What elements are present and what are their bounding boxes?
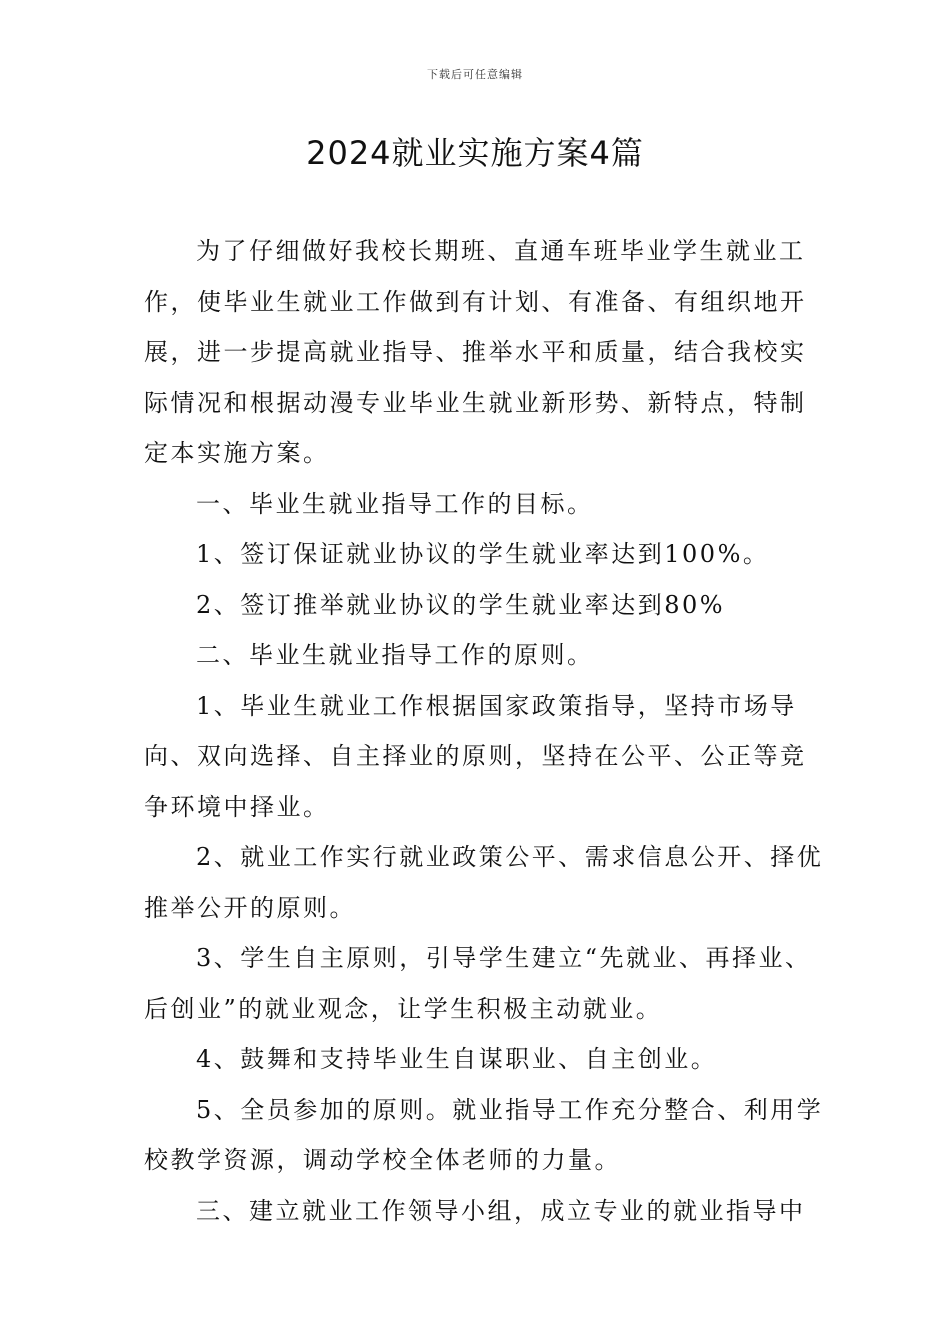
header-note: 下载后可任意编辑	[427, 68, 523, 81]
principle-item-4: 4、鼓舞和支持毕业生自谋职业、自主创业。	[196, 1045, 718, 1073]
document-body	[144, 226, 824, 1236]
goal-item-1: 1、签订保证就业协议的学生就业率达到100%。	[196, 540, 770, 568]
goal-item-2: 2、签订推举就业协议的学生就业率达到80%	[196, 590, 726, 619]
section-heading-goals: 一、毕业生就业指导工作的目标。	[196, 489, 594, 518]
document-title: 2024就业实施方案4篇	[306, 134, 644, 172]
section-heading-leadership: 三、建立就业工作领导小组，成立专业的就业指导中	[196, 1196, 806, 1225]
paragraph-intro: 为了仔细做好我校长期班、直通车班毕业学生就业工作，使毕业生就业工作做到有计划、有准备、有组织地开展，进一步提高就业指导、推举水平和质量，结合我校实际情况和根据动漫专业毕业生就业新形势、新特点，特制定本实施方案。	[144, 237, 807, 467]
section-heading-principles: 二、毕业生就业指导工作的原则。	[196, 641, 594, 669]
principle-item-1: 1、毕业生就业工作根据国家政策指导，坚持市场导向、双向选择、自主择业的原则，坚持在公平、公正等竞争环境中择业。	[144, 691, 807, 821]
principle-item-5: 5、全员参加的原则。就业指导工作充分整合、利用学校教学资源，调动学校全体老师的力量。	[144, 1095, 824, 1174]
principle-item-2: 2、就业工作实行就业政策公平、需求信息公开、择优推举公开的原则。	[144, 843, 824, 922]
principle-item-3: 3、学生自主原则，引导学生建立“先就业、再择业、后创业”的就业观念，让学生积极主动就业。	[144, 944, 812, 1023]
